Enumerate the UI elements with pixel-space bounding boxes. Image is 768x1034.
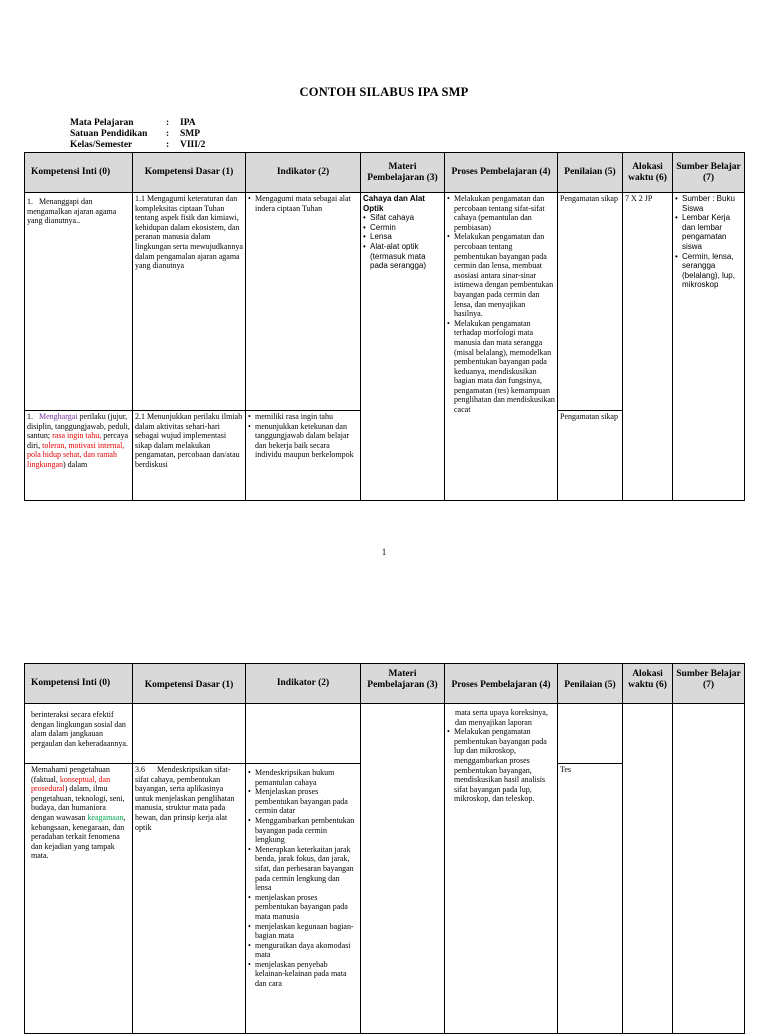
list-item: • menunjukkan ketekunan dan tanggungjawab dalam belajar dan bekerja baik secara individu maupun berkelompok bbox=[248, 422, 358, 460]
kd-cell bbox=[133, 764, 246, 1034]
kd-number: 3.6 bbox=[135, 765, 145, 774]
header-materi bbox=[361, 664, 445, 704]
list-item: • menjelaskan proses pembentukan bayangan pada mata manusia bbox=[248, 893, 358, 922]
kd-number: 2.1 bbox=[135, 412, 145, 421]
proses-cell bbox=[445, 704, 558, 1034]
header-sumber: Sumber Belajar (7) bbox=[673, 153, 745, 193]
indikator-cell bbox=[246, 704, 361, 764]
penilaian-cell bbox=[558, 704, 623, 764]
meta-row-subject bbox=[70, 118, 205, 129]
header-text: Proses Pembelajaran (4) bbox=[451, 680, 551, 690]
kd-cell bbox=[133, 411, 246, 501]
ki-text-highlight: toleran, motivasi internal, pola hidup sehat, dan ramah lingkungan bbox=[27, 440, 125, 469]
sumber-cell bbox=[673, 193, 745, 501]
header-kompetensi-inti: Kompetensi Inti (0) bbox=[25, 153, 133, 193]
proses-text: mata serta upaya koreksinya, dan menyajikan laporan bbox=[455, 708, 548, 727]
ki-cell bbox=[25, 764, 133, 1034]
penilaian-cell: Tes bbox=[558, 764, 623, 1034]
ki-text: Memahami pengetahuan (faktual, bbox=[31, 765, 110, 784]
header-text: Kompetensi Inti (0) bbox=[31, 678, 111, 688]
kd-text: Mengagumi keteraturan dan kompleksitas ciptaan Tuhan tentang aspek fisik dan kimiawi, kehidupan dalam ekosistem, dan peranan manusia dalam lingkungan serta mewujudkannya dalam pengamalan ajaran agama yang dianutnya bbox=[135, 194, 243, 271]
header-penilaian: Penilaian (5) bbox=[558, 153, 623, 193]
materi-title: Cahaya dan Alat Optik bbox=[363, 194, 425, 213]
ki-text-highlight: Menghargai bbox=[39, 412, 78, 421]
list-item: • Lembar Kerja dan lembar pengamatan siswa bbox=[675, 213, 742, 251]
list-item: • menjelaskan penyebab kelainan-kelainan pada mata dan cara bbox=[248, 960, 358, 989]
meta-label: Satuan Pendidikan bbox=[70, 129, 148, 139]
header-kompetensi-dasar: Kompetensi Dasar (1) bbox=[133, 153, 246, 193]
proses-cell bbox=[445, 193, 558, 501]
ki-text: , kebangsaan, kenegaraan, dan peradaban terkait fenomena dan kejadian yang tampak mata. bbox=[31, 812, 126, 861]
list-item: • Melakukan pengamatan terhadap morfologi mata manusia dan mata serangga (misal belalang), memodelkan pembentukan bayangan pada keduanya, mendiskusikan bagian mata dan fungsinya, pengamatan (tes) kemampuan penglihatan dan mendiskusikan cacat bbox=[447, 319, 555, 415]
penilaian-cell: Pengamatan sikap bbox=[558, 411, 623, 501]
ki-text: ) dalam bbox=[63, 459, 88, 469]
header-text: Kompetensi Dasar (1) bbox=[144, 680, 234, 690]
header-alokasi: Alokasi waktu (6) bbox=[623, 153, 673, 193]
alokasi-cell bbox=[623, 704, 673, 1034]
header-text: Penilaian (5) bbox=[564, 680, 616, 690]
ki-text: ) dalam, ilmu pengetahuan, teknologi, seni, budaya, dan humaniora dengan wawasan bbox=[31, 784, 125, 822]
list-item: • Mengagumi mata sebagai alat indera ciptaan Tuhan bbox=[248, 194, 358, 213]
meta-value: VIII/2 bbox=[180, 140, 206, 150]
kd-text: Mendeskripsikan sifat-sifat cahaya, pembentukan bayangan, serta aplikasinya untuk menjelaskan penglihatan manusia, struktur mata pada hewan, dan prinsip kerja alat optik bbox=[135, 765, 235, 832]
meta-row-class bbox=[70, 140, 205, 151]
table-row bbox=[25, 704, 745, 764]
header-text: Sumber Belajar (7) bbox=[676, 669, 741, 690]
list-item: • Mendeskripsikan hukum pemantulan cahaya bbox=[248, 768, 358, 787]
header-proses bbox=[445, 664, 558, 704]
header-proses: Proses Pembelajaran (4) bbox=[445, 153, 558, 193]
kd-cell bbox=[133, 704, 246, 764]
header-kompetensi-inti bbox=[25, 664, 133, 704]
kd-number: 1.1 bbox=[135, 194, 145, 203]
list-item: • Melakukan pengamatan dan percobaan tentang pembentukan bayangan pada cermin dan lensa, membuat asosiasi antara sinar-sinar istimewa dengan pembentukan bayangan pada cermin dan lensa, dan menyajikan hasilnya. bbox=[447, 232, 555, 318]
meta-separator: : bbox=[166, 118, 170, 128]
materi-cell bbox=[361, 704, 445, 1034]
list-item: • Cermin bbox=[363, 223, 442, 233]
ki-text: Menanggapi dan mengamalkan ajaran agama yang dianutnya.. bbox=[27, 197, 117, 226]
list-item: • Menggambarkan pembentukan bayangan pada cermin lengkung bbox=[248, 816, 358, 845]
indikator-cell bbox=[246, 411, 361, 501]
syllabus-table-page-1 bbox=[24, 152, 745, 501]
kd-cell bbox=[133, 193, 246, 411]
indikator-cell bbox=[246, 764, 361, 1034]
ki-cell bbox=[25, 411, 133, 501]
indikator-cell bbox=[246, 193, 361, 411]
ki-cell bbox=[25, 193, 133, 411]
meta-value: IPA bbox=[180, 118, 196, 128]
list-item: • Menjelaskan proses pembentukan bayangan pada cermin datar bbox=[248, 787, 358, 816]
header-text: Materi Pembelajaran (3) bbox=[367, 669, 438, 690]
table-header-row bbox=[25, 664, 745, 704]
list-item: • Sifat cahaya bbox=[363, 213, 442, 223]
ki-text-highlight: keagamaan bbox=[87, 812, 124, 822]
list-item: • Cermin, lensa, serangga (belalang), lup, mikroskop bbox=[675, 252, 742, 290]
header-materi: Materi Pembelajaran (3) bbox=[361, 153, 445, 193]
list-item: • Melakukan pengamatan pembentukan bayangan pada lup dan mikroskop, menggambarkan proses pembentukan bayangan, mendiskusikan hasil analisis sifat bayangan pada lup, mikroskop, dan teleskop. bbox=[447, 727, 555, 804]
ki-text-highlight: konseptual, dan prosedural bbox=[31, 774, 111, 794]
list-item: • Menerapkan keterkaitan jarak benda, jarak fokus, dan jarak, sifat, dan perbesaran bayangan pada cermin lengkung dan lensa bbox=[248, 845, 358, 893]
table-row bbox=[25, 193, 745, 411]
list-item: • memiliki rasa ingin tahu bbox=[248, 412, 358, 422]
list-item: • Melakukan pengamatan dan percobaan tentang sifat-sifat cahaya (pemantulan dan pembiasan) bbox=[447, 194, 555, 232]
page-title: CONTOH SILABUS IPA SMP bbox=[299, 85, 469, 99]
meta-label: Mata Pelajaran bbox=[70, 118, 134, 128]
ki-number: 1. bbox=[27, 197, 33, 206]
header-indikator: Indikator (2) bbox=[246, 153, 361, 193]
sumber-cell bbox=[673, 704, 745, 1034]
meta-value: SMP bbox=[180, 129, 201, 139]
ki-text: perilaku (jujur, disiplin, tanggungjawab, peduli, santun; bbox=[27, 412, 130, 441]
list-item: • Alat-alat optik (termasuk mata pada serangga) bbox=[363, 242, 442, 271]
header-sumber bbox=[673, 664, 745, 704]
list-item: • Sumber : Buku Siswa bbox=[675, 194, 742, 213]
list-item: • menjelaskan kegunaan bagian-bagian mata bbox=[248, 922, 358, 941]
list-item: • Lensa bbox=[363, 232, 442, 242]
meta-separator: : bbox=[166, 129, 170, 139]
ki-text: percaya diri, bbox=[27, 431, 129, 450]
header-text: Indikator (2) bbox=[276, 678, 330, 688]
header-alokasi bbox=[623, 664, 673, 704]
page-number: 1 bbox=[381, 547, 387, 557]
table-header-row bbox=[25, 153, 745, 193]
kd-text: Menunjukkan perilaku ilmiah dalam aktivitas sehari-hari sebagai wujud implementasi sikap dalam melakukan pengamatan, percobaan dan/atau berdiskusi bbox=[135, 412, 243, 469]
penilaian-cell: Pengamatan sikap bbox=[558, 193, 623, 411]
syllabus-table-page-2 bbox=[24, 663, 745, 1034]
meta-row-school bbox=[70, 129, 205, 140]
meta-separator: : bbox=[166, 140, 170, 150]
header-penilaian bbox=[558, 664, 623, 704]
header-indikator bbox=[246, 664, 361, 704]
ki-text-highlight: rasa ingin tahu, bbox=[52, 431, 102, 441]
document-meta bbox=[70, 118, 205, 151]
list-item: • menguraikan daya akomodasi mata bbox=[248, 941, 358, 960]
materi-cell bbox=[361, 193, 445, 501]
ki-number: 1. bbox=[27, 412, 33, 421]
meta-label: Kelas/Semester bbox=[70, 140, 133, 150]
header-text: Alokasi waktu (6) bbox=[628, 669, 667, 690]
header-kompetensi-dasar bbox=[133, 664, 246, 704]
ki-cell: berinteraksi secara efektif dengan lingkungan sosial dan alam dalam jangkauan pergaulan dan keberadaannya. bbox=[25, 704, 133, 764]
alokasi-cell: 7 X 2 JP bbox=[623, 193, 673, 501]
